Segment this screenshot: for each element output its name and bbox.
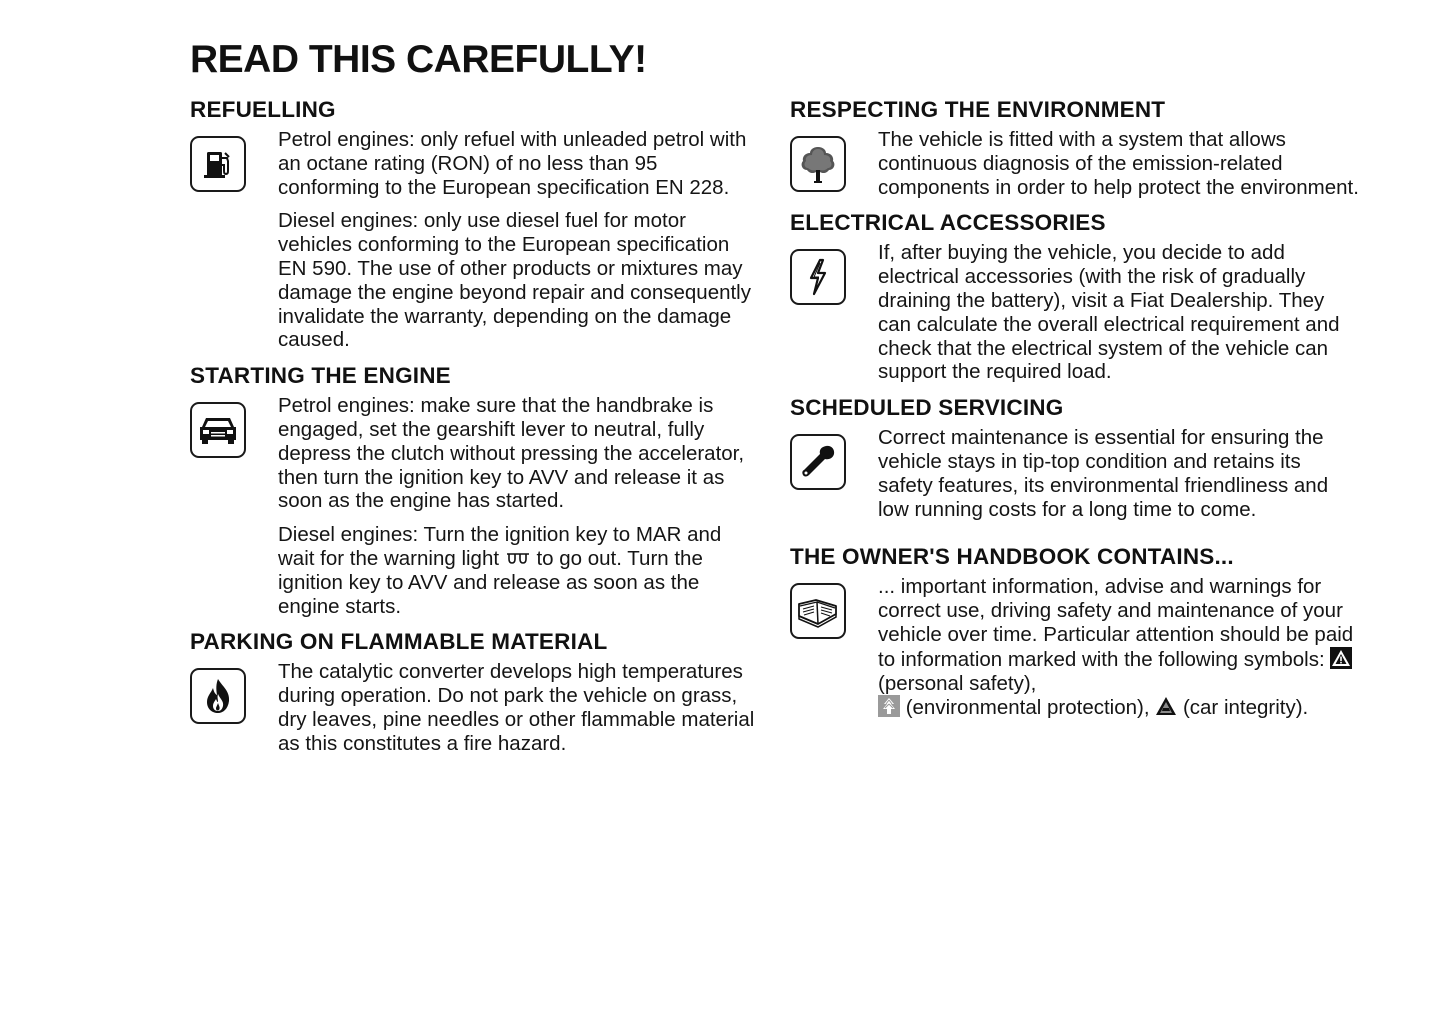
flame-icon	[190, 668, 246, 724]
lightning-icon	[790, 249, 846, 305]
section-starting	[190, 362, 758, 618]
right-column	[790, 96, 1360, 730]
page-title: READ THIS CAREFULLY!	[190, 38, 647, 81]
environment-text: The vehicle is fitted with a system that allows continuous diagnosis of the emission-related components in order to help protect the environment.	[878, 128, 1359, 199]
heading-starting: STARTING THE ENGINE	[190, 363, 451, 389]
wrench-icon	[790, 434, 846, 490]
heading-servicing: SCHEDULED SERVICING	[790, 395, 1064, 421]
glow-plug-icon	[505, 551, 531, 565]
servicing-text: Correct maintenance is essential for ensuring the vehicle stays in tip-top condition and retains its safety features, its environmental friendliness and low running costs for a long time to come.	[878, 426, 1329, 521]
car-integrity-icon	[1155, 695, 1177, 717]
starting-diesel-text	[278, 523, 758, 618]
refuelling-diesel-text: Diesel engines: only use diesel fuel for motor vehicles conforming to the European specification EN 590. The use of other products or mixtures may damage the engine beyond repair and consequently invalidate the warranty, depending on the damage caused.	[278, 209, 751, 352]
starting-petrol-text: Petrol engines: make sure that the handbrake is engaged, set the gearshift lever to neutral, fully depress the clutch without pressing the accelerator, then turn the ignition key to AVV and release it as soon as the engine has started.	[278, 394, 745, 513]
parking-text: The catalytic converter develops high temperatures during operation. Do not park the vehicle on grass, dry leaves, pine needles or other flammable material as this constitutes a fire hazard.	[278, 660, 755, 755]
heading-refuelling: REFUELLING	[190, 97, 336, 122]
handbook-text-d: (car integrity).	[1182, 696, 1309, 720]
left-column	[190, 96, 758, 766]
section-servicing	[790, 394, 1360, 521]
refuelling-petrol-text: Petrol engines: only refuel with unleaded petrol with an octane rating (RON) of no less than 95 conforming to the European specification EN 228.	[278, 128, 747, 199]
heading-parking: PARKING ON FLAMMABLE MATERIAL	[190, 629, 608, 655]
open-book-icon	[790, 583, 846, 639]
heading-electrical: ELECTRICAL ACCESSORIES	[790, 210, 1106, 236]
section-handbook	[790, 543, 1360, 720]
starting-diesel-text-b: to go out. Turn the ignition key to AVV and release as soon as the engine starts.	[278, 546, 703, 618]
personal-safety-icon	[1330, 647, 1352, 669]
section-electrical	[790, 209, 1360, 384]
section-refuelling	[190, 96, 758, 352]
heading-handbook: THE OWNER'S HANDBOOK CONTAINS...	[790, 544, 1234, 570]
heading-environment: RESPECTING THE ENVIRONMENT	[790, 97, 1166, 122]
car-front-icon	[190, 402, 246, 458]
tree-icon	[790, 136, 846, 192]
handbook-text-c: (environmental protection),	[905, 696, 1150, 720]
handbook-text	[878, 575, 1360, 720]
section-parking	[190, 628, 758, 755]
starting-diesel-text-a: Diesel engines: Turn the ignition key to MAR and wait for the warning light	[278, 523, 722, 570]
handbook-text-a: ... important information, advise and warnings for correct use, driving safety and maintenance of your vehicle over time. Particular attention should be paid to information marked with the following symbols:	[878, 575, 1354, 671]
handbook-text-b: (personal safety),	[878, 671, 1037, 695]
section-environment	[790, 96, 1360, 199]
electrical-text: If, after buying the vehicle, you decide to add electrical accessories (with the risk of gradually draining the battery), visit a Fiat Dealership. They can calculate the overall electrical requirement and check that the electrical system of the vehicle can support the required load.	[878, 241, 1340, 384]
environmental-protection-icon	[878, 695, 900, 717]
fuel-pump-icon	[190, 136, 246, 192]
